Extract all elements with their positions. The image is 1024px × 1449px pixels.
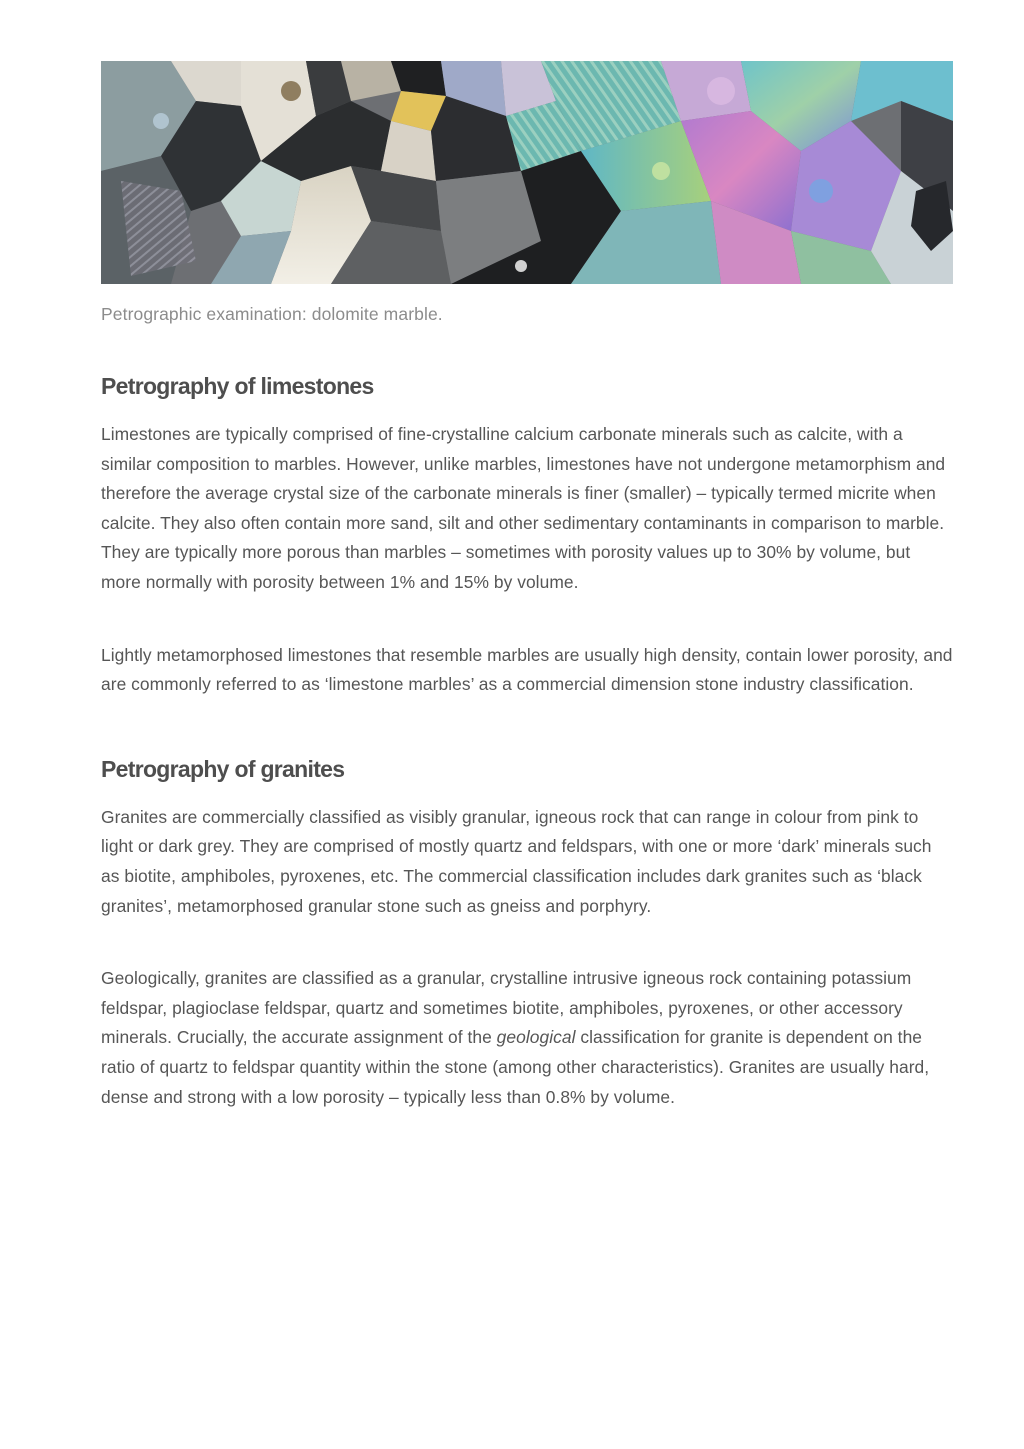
granites-paragraph-1: Granites are commercially classified as visibly granular, igneous rock that can range in colour from pink to light or dark grey. They are comprised of mostly quartz and feldspars, with one or more ‘dark’ minerals such as biotite, amphiboles, pyroxenes, etc. The commercial classification includes dark granites such as ‘black granites’, metamorphosed granular stone such as gneiss and porphyry. [101, 806, 932, 916]
limestones-paragraph-2: Lightly metamorphosed limestones that resemble marbles are usually high density, contain lower porosity, and are commonly referred to as ‘limestone marbles’ as a commercial dimension stone industry classification. [101, 644, 953, 695]
thin-section-micrograph-image [101, 61, 953, 284]
image-caption: Petrographic examination: dolomite marble. [101, 304, 443, 324]
section-title-limestones: Petrography of limestones [101, 373, 374, 399]
granites-paragraph-2-before: Geologically, granites are classified as a granular, crystalline intrusive igneous rock containing potassium feldspar, plagioclase feldspar, quartz and sometimes biotite, amphiboles, pyroxenes, or other accessory minerals. Crucially, the accurate assignment of the [101, 968, 912, 1048]
limestones-paragraph-1: Limestones are typically comprised of fine-crystalline calcium carbonate minerals such as calcite, with a similar composition to marbles. However, unlike marbles, limestones have not undergone metamorphism and therefore the average crystal size of the carbonate minerals is finer (smaller) – typically termed micrite when calcite. They also often contain more sand, silt and other sedimentary contaminants in comparison to marble. They are typically more porous than marbles – sometimes with porosity values up to 30% by volume, but more normally with porosity between 1% and 15% by volume. [101, 424, 946, 592]
granites-paragraph-2-emphasis: geological [496, 1027, 576, 1048]
granites-paragraph-2 [101, 964, 953, 1112]
granites-paragraph-2-after: classification for granite is dependent on the ratio of quartz to feldspar quantity within the stone (among other characteristics). Granites are usually hard, dense and strong with a low porosity – typically less than 0.8% by volume. [101, 1027, 930, 1107]
hero-figure [101, 61, 953, 326]
article-content [101, 61, 953, 1112]
section-title-granites: Petrography of granites [101, 755, 345, 782]
